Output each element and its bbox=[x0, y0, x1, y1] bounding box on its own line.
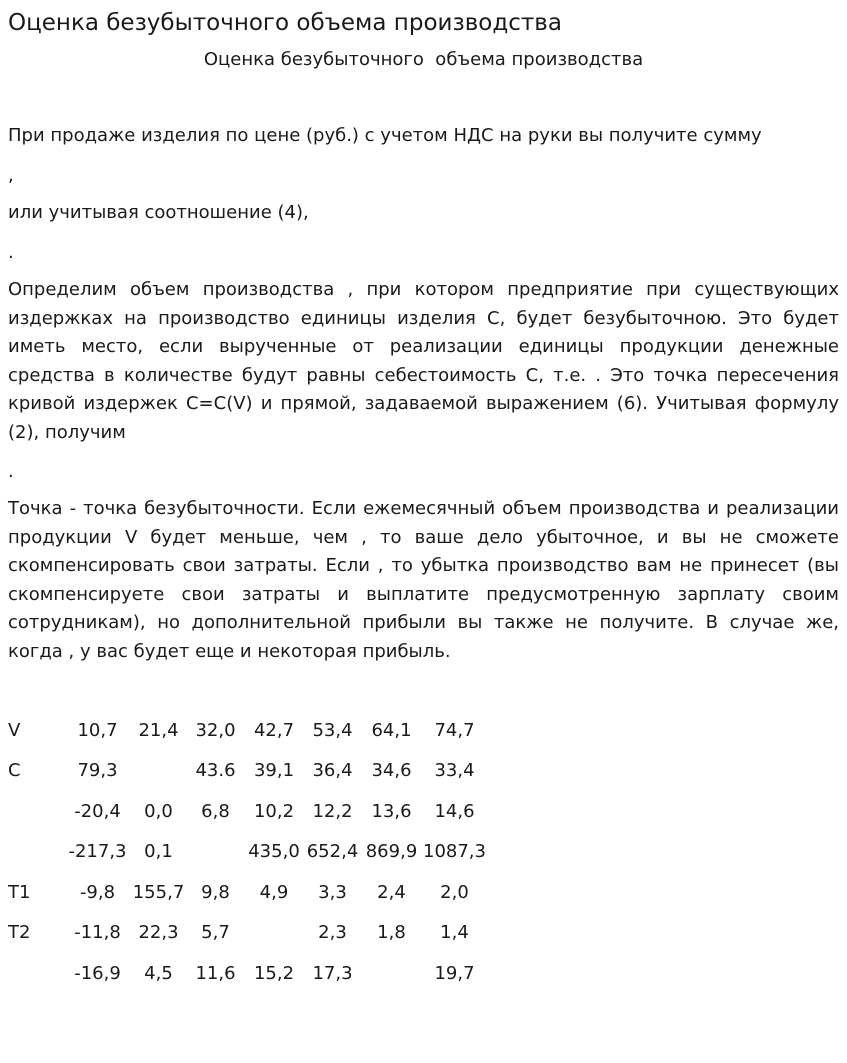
table-cell: 2,4 bbox=[377, 881, 406, 903]
paragraph-ratio: или учитывая соотношение (4), bbox=[8, 202, 309, 223]
table-cell: 17,3 bbox=[312, 962, 353, 984]
table-cell: 79,3 bbox=[77, 760, 118, 782]
table-cell: 12,2 bbox=[312, 800, 353, 822]
paragraph-breakeven: Точка - точка безубыточности. Если ежемесячный объем производства и реализации продукции V будет меньше, чем , то ваше дело убыточное, и вы не сможете скомпенсировать свои затраты. Если , то убытка производство вам не принесет (вы скомпенсируете свои затраты и выплатите предусмотренную зарплату своим сотрудникам), но дополнительной прибыли вы также не получите. В случае же, когда , у вас будет еще и некоторая прибыль. bbox=[8, 498, 839, 662]
table-cell: 42,7 bbox=[253, 719, 295, 741]
table-cell: 2,0 bbox=[440, 881, 469, 903]
table-cell: 0,1 bbox=[144, 841, 173, 863]
table-row bbox=[6, 791, 488, 832]
table-row bbox=[6, 710, 488, 751]
table-cell: 10,2 bbox=[253, 800, 295, 822]
table-cell: -11,8 bbox=[74, 922, 121, 944]
table-cell: 15,2 bbox=[253, 962, 295, 984]
table-cell: -9,8 bbox=[79, 881, 116, 903]
table-cell bbox=[362, 953, 421, 994]
row-label: C bbox=[8, 760, 21, 782]
table-cell: 0,0 bbox=[144, 800, 173, 822]
table-cell: 19,7 bbox=[434, 962, 475, 984]
data-table bbox=[6, 710, 488, 994]
table-cell bbox=[131, 751, 186, 792]
table-cell: -217,3 bbox=[68, 841, 127, 863]
table-row bbox=[6, 913, 488, 954]
table-cell: 435,0 bbox=[248, 841, 300, 863]
table-cell bbox=[186, 832, 245, 873]
table-cell: 34,6 bbox=[371, 760, 412, 782]
table-cell: -20,4 bbox=[74, 800, 121, 822]
table-cell: 10,7 bbox=[77, 719, 118, 741]
row-label bbox=[6, 953, 64, 994]
table-cell: 1087,3 bbox=[423, 841, 486, 863]
row-label: V bbox=[8, 719, 21, 741]
table-row bbox=[6, 751, 488, 792]
table-cell: 11,6 bbox=[195, 962, 236, 984]
paragraph-volume: Определим объем производства , при котором предприятие при существующих издержках на производство единицы изделия С, будет безубыточною. Это будет иметь место, если вырученные от реализации единицы продукции денежные средства в количестве будут равны себестоимость С, т.е. . Это точка пересечения кривой издержек С=С(V) и прямой, задаваемой выражением (6). Учитывая формулу (2), получим bbox=[8, 279, 839, 443]
table-cell: 9,8 bbox=[201, 881, 230, 903]
table-cell: 1,4 bbox=[440, 922, 469, 944]
page-heading: Оценка безубыточного объема производства bbox=[8, 10, 562, 36]
table-cell: 869,9 bbox=[365, 841, 418, 863]
table-cell: 43.6 bbox=[195, 760, 236, 782]
table-cell: 64,1 bbox=[371, 719, 412, 741]
table-cell: 4,5 bbox=[144, 962, 173, 984]
table-row bbox=[6, 832, 488, 873]
table-cell: 53,4 bbox=[312, 719, 353, 741]
table-cell: 36,4 bbox=[312, 760, 353, 782]
table-cell: 3,3 bbox=[318, 881, 347, 903]
formula-placeholder-3: . bbox=[8, 461, 14, 482]
paragraph-price: При продаже изделия по цене (руб.) с учетом НДС на руки вы получите сумму bbox=[8, 125, 762, 146]
table-cell: 13,6 bbox=[371, 800, 412, 822]
formula-placeholder-2: . bbox=[8, 242, 14, 263]
table-row bbox=[6, 953, 488, 994]
table-cell: 6,8 bbox=[201, 800, 230, 822]
table-cell bbox=[245, 913, 303, 954]
table-cell: 14,6 bbox=[434, 800, 475, 822]
table-cell: 5,7 bbox=[201, 922, 230, 944]
table-cell: 39,1 bbox=[253, 760, 295, 782]
row-label bbox=[6, 791, 64, 832]
table-cell: 33,4 bbox=[434, 760, 475, 782]
table-cell: 2,3 bbox=[318, 922, 347, 944]
table-cell: -16,9 bbox=[74, 962, 121, 984]
table-cell: 4,9 bbox=[259, 881, 289, 903]
table-cell: 1,8 bbox=[377, 922, 406, 944]
row-label bbox=[6, 832, 64, 873]
table-cell: 32,0 bbox=[195, 719, 236, 741]
table-cell: 155,7 bbox=[132, 881, 185, 903]
row-label: T2 bbox=[8, 922, 31, 944]
document-title: Оценка безубыточного объема производства bbox=[203, 49, 644, 70]
table-cell: 652,4 bbox=[306, 841, 359, 863]
table-cell: 22,3 bbox=[138, 922, 179, 944]
row-label: T1 bbox=[8, 881, 31, 903]
table-row bbox=[6, 872, 488, 913]
table-cell: 74,7 bbox=[434, 719, 475, 741]
formula-placeholder-1: , bbox=[8, 165, 14, 186]
table-cell: 21,4 bbox=[138, 719, 179, 741]
